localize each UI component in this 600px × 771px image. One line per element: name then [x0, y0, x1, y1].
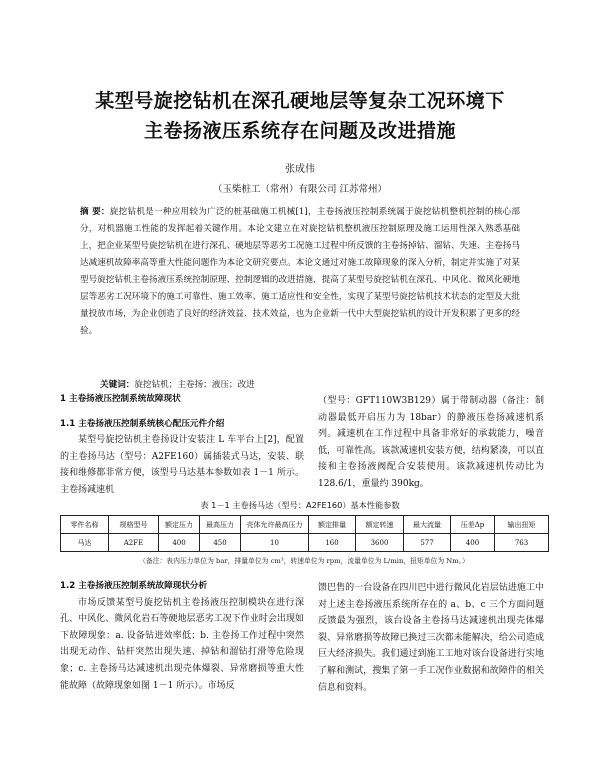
- table-cell: 马达: [61, 534, 109, 552]
- table-header-row: [61, 516, 549, 534]
- table-caption: 表 1－1 主卷扬马达（型号：A2FE160）基本性能参数: [200, 500, 400, 510]
- section-1-1-text: 某型号旋挖钻机主卷扬设计安装注 L 车平台上[2]，配置的主卷扬马达（型号：A2FE160）属插装式马达，安装、联接和维修都非常方便，该型号马达基本参数如表 1－1 所示。主卷扬减速机: [60, 435, 304, 495]
- table-header-cell: 壳体允许最高压力: [241, 516, 309, 534]
- reducer-description: （型号：GFT110W3B129）属于带制动器（备注：制动器最低开启压力为 18bar）的静液压卷扬减速机系列。减速机在工作过程中具备非常好的承载能力，噪音低，可靠性高。该款减速机安装方便，结构紧凑，可以直接和主卷扬液阀配合安装使用。该款减速机传动比为 128.6/1，重量约 390kg。: [318, 396, 544, 489]
- table-header-cell: 额定排量: [309, 516, 356, 534]
- left-column-top: [60, 391, 304, 499]
- table-row: [61, 534, 549, 552]
- table-header-cell: 最高压力: [200, 516, 241, 534]
- abstract-label: 摘 要：: [80, 207, 110, 217]
- table-cell: 400: [451, 534, 495, 552]
- table-cell: 10: [241, 534, 309, 552]
- author-affiliation: （玉柴桩工（常州）有限公司 江苏常州）: [212, 184, 388, 195]
- paper-title: [30, 86, 570, 146]
- section-1-2-continued: 馈巴售的一台设备在四川巴中进行微风化岩层钻进施工中对上述主卷扬液压系统所存在的 a、b、c 三个方面问题反馈最为强烈，该台设备主卷扬马达减速机出现壳体爆裂、异常磨损等故障已换过三次都未能解决，给公司造成巨大经济损失。我们通过到施工工地对该台设备进行实地了解和测试，搜集了第一手工况作业数据和故障件的相关信息和资料。: [318, 583, 544, 693]
- abstract: [80, 204, 520, 340]
- keywords-text: 旋挖钻机；主卷扬；液压；改进: [134, 380, 255, 390]
- section-1-1-heading: 1.1 主卷扬液压控制系统核心配压元件介绍: [60, 418, 225, 429]
- right-column-top: [318, 393, 544, 493]
- keywords: [100, 378, 255, 390]
- section-1-2-text: 市场反馈某型号旋挖钻机主卷扬液压控制模块在进行深孔、中风化、微风化岩石等硬地层恶劣工况下作业时会出现如下故障现象：a. 设备钻进效率低；b. 主卷扬工作过程中突然出现无动作、钻杆突然出现失速、掉钻和溜钻打滑等危险现象；c. 主卷扬马达减速机出现壳体爆裂、异常磨损等重大性能故障（故障现象如图 1－1 所示）。市场反: [60, 597, 304, 691]
- table-cell: 160: [309, 534, 356, 552]
- table-cell: 3600: [356, 534, 404, 552]
- table-header-cell: 规格型号: [109, 516, 159, 534]
- table-cell: 400: [159, 534, 200, 552]
- keywords-label: 关键词：: [100, 380, 135, 390]
- author-name: 张成伟: [285, 164, 315, 175]
- title-line-2: 主卷扬液压系统存在问题及改进措施: [143, 120, 456, 142]
- table-header-cell: 最大流量: [404, 516, 451, 534]
- table-header-cell: 压差Δp: [451, 516, 495, 534]
- table-header-cell: 额定压力: [159, 516, 200, 534]
- table-cell: A2FE: [109, 534, 159, 552]
- left-column-bottom: [60, 578, 304, 694]
- table-header-cell: 零件名称: [61, 516, 109, 534]
- table-cell: 763: [495, 534, 549, 552]
- table-header-cell: 额定转速: [356, 516, 404, 534]
- table-header-cell: 输出扭矩: [495, 516, 549, 534]
- right-column-bottom: [318, 580, 544, 696]
- abstract-text: 旋挖钻机是一种应用较为广泛的桩基础施工机械[1]，主卷扬液压控制系统属于旋挖钻机整机控制的核心部分，对机器施工性能的发挥起着关键作用。本论文建立在对旋挖钻机整机液压控制原理及施工运用性深入熟悉基础上，把企业某型号旋挖钻机在进行深孔、硬地层等恶劣工况施工过程中所反馈的主卷扬掉钻、溜钻、失速、主卷扬马达减速机故障率高等重大性能问题作为本论文研究要点。本论文通过对施工故障现象的深入分析，制定并实施了对某型号旋挖钻机主卷扬液压系统控制原理、控制逻辑的改进措施，提高了某型号旋挖钻机在深孔、中风化、微风化硬地层等恶劣工况环境下的施工可靠性、施工效率、施工适应性和安全性，实现了某型号旋挖钻机技术状态的定型及大批量投放市场，为企业创造了良好的经济效益、技术效益，也为企业新一代中大型旋挖钻机的设计开发积累了更多的经验。: [80, 207, 520, 336]
- table-cell: 450: [200, 534, 241, 552]
- title-line-1: 某型号旋挖钻机在深孔硬地层等复杂工况环境下: [95, 90, 505, 112]
- section-1-2-heading: 1.2 主卷扬液压控制系统故障现状分析: [60, 581, 208, 591]
- table-note: （备注：表内压力单位为 bar，排量单位为 cm³，转速单位为 rpm，流量单位为 L/min，扭矩单位为 Nm。）: [139, 557, 469, 565]
- motor-params-table: [60, 515, 549, 552]
- table-cell: 577: [404, 534, 451, 552]
- section-1-heading: 1 主卷扬液压控制系统故障现状: [60, 394, 181, 404]
